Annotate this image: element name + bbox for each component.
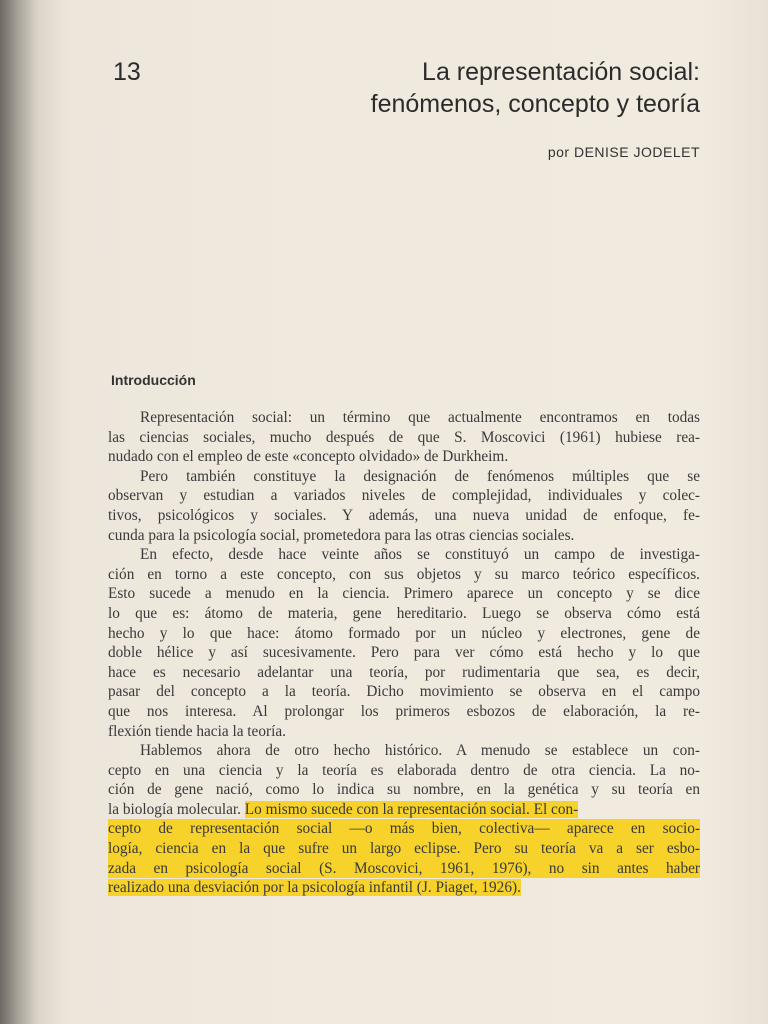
highlighted-line: [108, 878, 700, 898]
chapter-title-line-1: La representación social:: [422, 58, 700, 86]
text-line: cunda para la psicología social, prometedora para las otras ciencias sociales.: [108, 526, 575, 544]
highlighted-text: logía, ciencia en la que sufre un largo eclipse. Pero su teoría va a ser esbo-: [108, 840, 700, 858]
chapter-title: [371, 56, 700, 120]
author-byline: por DENISE JODELET: [547, 144, 700, 160]
text-line: Representación social: un término que actualmente encontramos en todas: [140, 409, 700, 426]
text-line: que nos interesa. Al prolongar los primeros esbozos de elaboración, la re-: [108, 702, 700, 720]
highlighted-line: [108, 839, 700, 859]
highlighted-text: realizado una desviación por la psicología infantil (J. Piaget, 1926).: [108, 879, 521, 897]
text-line-mixed: [108, 800, 700, 820]
highlighted-text: zada en psicología social (S. Moscovici, 1961, 1976), no sin antes haber: [108, 859, 700, 877]
text-line: observan y estudian a variados niveles de complejidad, individuales y colec-: [108, 487, 700, 505]
section-heading: Introducción: [111, 372, 196, 388]
chapter-number: 13: [113, 58, 141, 86]
text-line: tivos, psicológicos y sociales. Y además, una nueva unidad de enfoque, fe-: [108, 506, 700, 524]
text-line: Pero también constituye la designación de fenómenos múltiples que se: [140, 467, 700, 485]
highlighted-line: [108, 859, 700, 879]
text-plain: la biología molecular.: [108, 800, 241, 818]
highlighted-text: cepto de representación social —o más bien, colectiva— aparece en socio-: [108, 820, 700, 838]
text-line: flexión tiende hacia la teoría.: [108, 722, 286, 740]
text-line: hace es necesario adelantar una teoría, por rudimentaria que sea, es decir,: [108, 663, 700, 681]
chapter-title-line-2: fenómenos, concepto y teoría: [370, 90, 700, 118]
highlighted-line: [108, 819, 700, 839]
text-line: ción de gene nació, como lo indica su nombre, en la genética y su teoría en: [108, 781, 700, 799]
body-text: [108, 408, 700, 898]
highlighted-text: Lo mismo sucede con la representación social. El con-: [244, 800, 579, 818]
text-line: nudado con el empleo de este «concepto olvidado» de Durkheim.: [108, 448, 509, 466]
text-line: Esto sucede a menudo en la ciencia. Primero aparece un concepto y se dice: [108, 585, 700, 603]
text-line: lo que es: átomo de materia, gene hereditario. Luego se observa cómo está: [108, 604, 700, 622]
text-line: En efecto, desde hace veinte años se constituyó un campo de investiga-: [140, 546, 700, 564]
text-line: hecho y lo que hace: átomo formado por un núcleo y electrones, gene de: [108, 624, 700, 642]
text-line: las ciencias sociales, mucho después de que S. Moscovici (1961) hubiese rea-: [108, 428, 700, 446]
text-line: doble hélice y así sucesivamente. Pero para ver cómo está hecho y lo que: [108, 644, 700, 662]
text-line: ción en torno a este concepto, con sus objetos y su marco teórico específicos.: [108, 565, 700, 583]
book-spine-shadow: [0, 0, 60, 1024]
text-line: Hablemos ahora de otro hecho histórico. A menudo se establece un con-: [140, 742, 700, 760]
text-line: cepto en una ciencia y la teoría es elaborada dentro de otra ciencia. La no-: [108, 761, 700, 779]
text-line: pasar del concepto a la teoría. Dicho movimiento se observa en el campo: [108, 683, 700, 701]
